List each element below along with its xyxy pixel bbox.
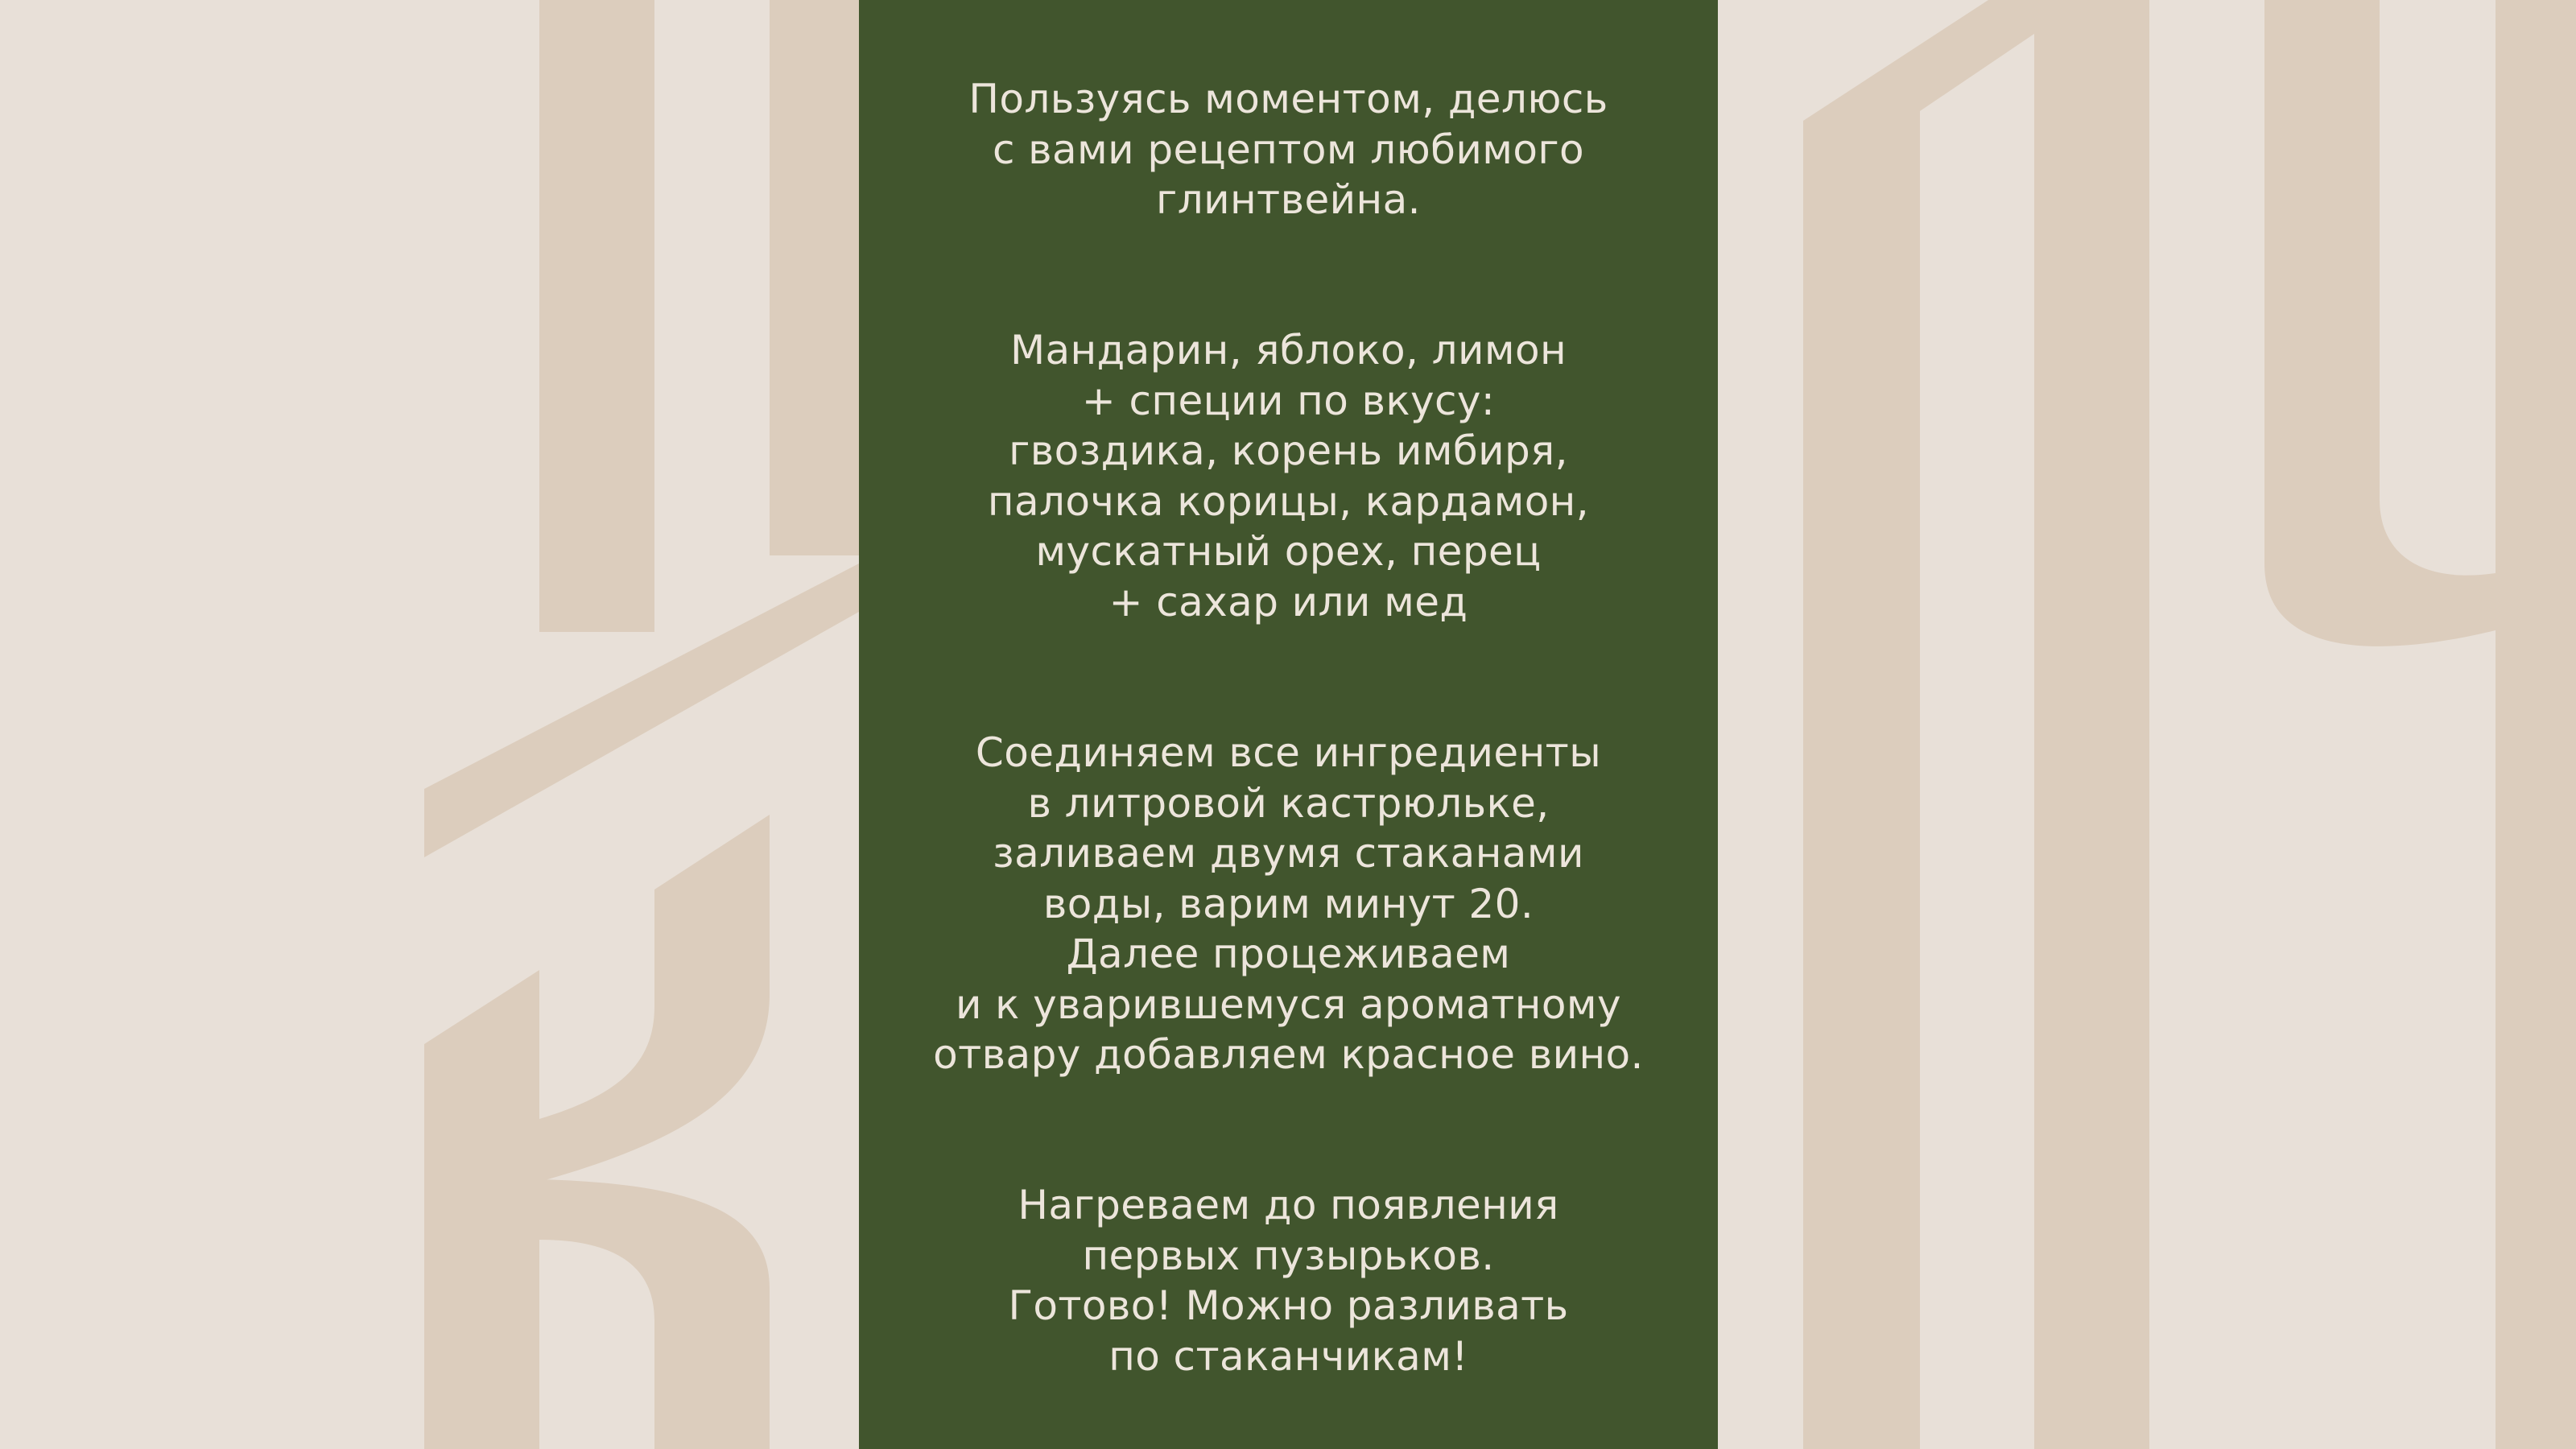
text-line: мускатный орех, перец: [1035, 528, 1542, 575]
text-line: с вами рецептом любимого: [992, 126, 1585, 173]
text-line: Нагреваем до появления: [1018, 1182, 1559, 1228]
decorative-letter-u: [424, 0, 859, 857]
text-line: отвару добавляем красное вино.: [933, 1031, 1644, 1078]
intro-paragraph: [859, 74, 1718, 225]
text-line: и к уварившемуся ароматному: [955, 980, 1621, 1028]
ingredients-paragraph: [859, 325, 1718, 627]
text-line: в литровой кастрюльке,: [1027, 779, 1550, 827]
text-line: по стаканчикам!: [1108, 1332, 1468, 1380]
decorative-letter-k: [424, 815, 770, 1449]
decorative-letter-p: [1803, 0, 2149, 1449]
text-line: глинтвейна.: [1156, 176, 1421, 223]
text-line: Мандарин, яблоко, лимон: [1009, 327, 1567, 374]
recipe-panel: [859, 0, 1718, 1449]
text-line: гвоздика, корень имбиря,: [1009, 427, 1568, 474]
text-line: + сахар или мед: [1108, 578, 1468, 625]
method-paragraph: [859, 728, 1718, 1080]
text-line: + специи по вкусу:: [1081, 377, 1496, 424]
text-line: палочка корицы, кардамон,: [987, 477, 1590, 525]
text-line: Далее процеживаем: [1066, 931, 1511, 977]
text-line: Пользуясь моментом, делюсь: [968, 76, 1608, 122]
text-line: Готово! Можно разливать: [1008, 1282, 1569, 1329]
finish-paragraph: [859, 1180, 1718, 1381]
text-line: заливаем двумя стаканами: [993, 830, 1584, 877]
text-line: Соединяем все ингредиенты: [975, 729, 1602, 776]
decorative-letter-ch: [2264, 0, 2576, 1449]
text-line: воды, варим минут 20.: [1042, 880, 1534, 927]
text-line: первых пузырьков.: [1082, 1232, 1495, 1279]
